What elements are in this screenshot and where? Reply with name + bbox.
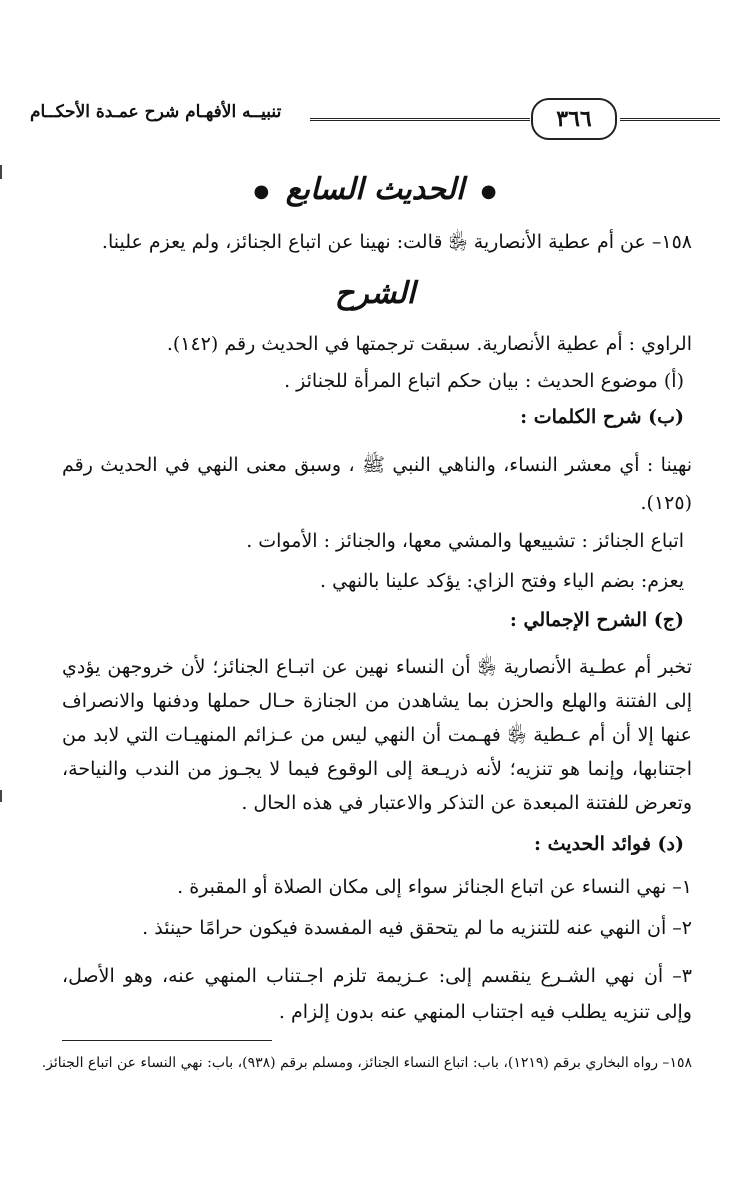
topic-line: (أ) موضوع الحديث : بيان حكم اتباع المرأة للجنائز .	[284, 370, 684, 392]
words-heading: (ب) شرح الكلمات :	[520, 406, 684, 428]
page-number: ٣٦٦	[531, 98, 617, 140]
benefit-1: ١– نهي النساء عن اتباع الجنائز سواء إلى مكان الصلاة أو المقبرة .	[177, 876, 692, 898]
bullet-icon: ●	[253, 180, 270, 202]
margin-mark	[0, 790, 2, 802]
hadith-title	[0, 172, 750, 207]
footnote-separator	[62, 1040, 272, 1041]
margin-mark	[0, 165, 2, 179]
footnote: ١٥٨– رواه البخاري برقم (١٢١٩)، باب: اتباع النساء الجنائز، ومسلم برقم (٩٣٨)، باب: نهي النساء عن اتباع الجنائز.	[41, 1055, 692, 1071]
header-rule-left	[310, 118, 530, 121]
benefit-2: ٢– أن النهي عنه للتنزيه ما لم يتحقق فيه المفسدة فيكون حرامًا حينئذ .	[142, 917, 692, 939]
hadith-title-text: الحديث السابع	[285, 172, 465, 207]
summary-paragraph: تخبر أم عطـية الأنصارية ﵂ أن النساء نهين عن اتبـاع الجنائز؛ لأن خروجهن يؤدي إلى الفتنة والهلع والحزن بما يشاهدن من الجنازة حـال حملها ودفنها والانصراف عنها إلا أن أم عـطية ﵂ فهـمت أن النهي ليس من عـزائم المنهيـات التي لابد من اجتنابها، وإنما هو تنزيه؛ لأنه ذريـعة إلى الوقوع فيما لا يجـوز من الندب والنياحة، وتعرض للفتنة المبعدة عن التذكر والاعتبار في هذه الحال .	[62, 656, 692, 814]
running-title: تنبيــه الأفهـام شرح عمـدة الأحكــام	[30, 102, 282, 122]
header-rule-right	[620, 118, 720, 121]
word-nuhina: نهينا : أي معشر النساء، والناهي النبي ﷺ ، وسبق معنى النهي في الحديث رقم (١٢٥).	[62, 454, 692, 514]
word-yuzam: يعزم: بضم الياء وفتح الزاي: يؤكد علينا بالنهي .	[320, 570, 684, 592]
word-ittiba: اتباع الجنائز : تشييعها والمشي معها، والجنائز : الأموات .	[246, 530, 684, 552]
benefit-3: ٣– أن نهي الشـرع ينقسم إلى: عـزيمة تلزم اجـتناب المنهي عنه، وهو الأصل، وإلى تنزيه يطلب فيه اجتناب المنهي عنه بدون إلزام .	[62, 965, 692, 1023]
hadith-text: ١٥٨– عن أم عطية الأنصارية ﵂ قالت: نهينا عن اتباع الجنائز، ولم يعزم علينا.	[101, 231, 692, 253]
sharh-title: الشرح	[334, 276, 416, 311]
summary-heading: (ج) الشرح الإجمالي :	[509, 609, 684, 631]
bullet-icon: ●	[480, 180, 497, 202]
page-header	[30, 96, 720, 142]
benefits-heading: (د) فوائد الحديث :	[534, 833, 684, 855]
narrator-line: الراوي : أم عطية الأنصارية. سبقت ترجمتها في الحديث رقم (١٤٢).	[166, 333, 692, 355]
